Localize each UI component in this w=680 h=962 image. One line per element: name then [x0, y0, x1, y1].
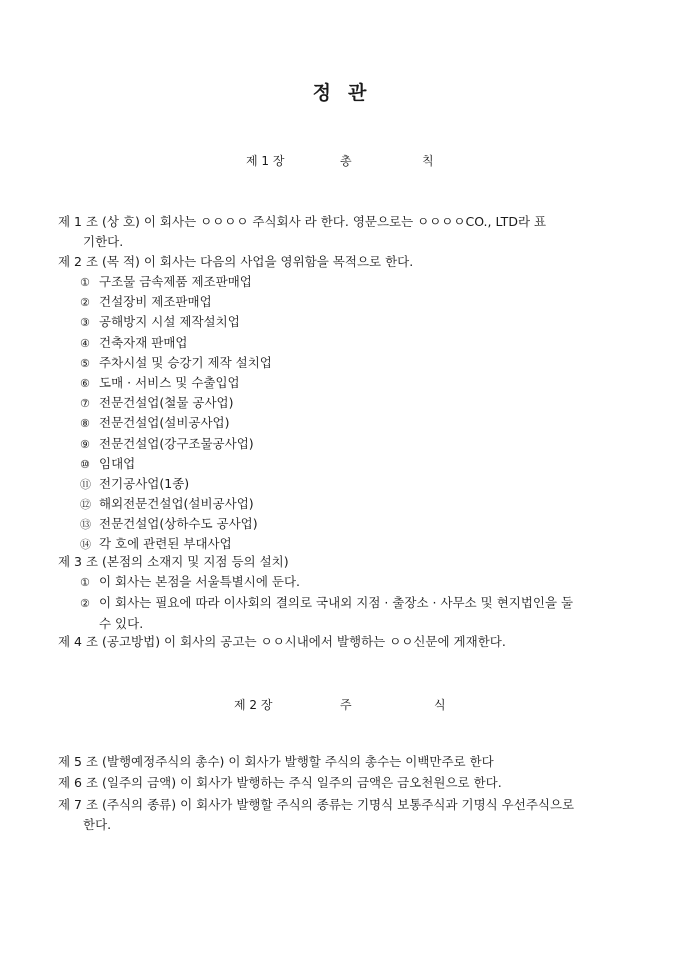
item-text: 전기공사업(1종) — [99, 475, 190, 491]
chapter-1-heading — [0, 152, 680, 170]
item-number: ⑤ — [80, 356, 90, 370]
list-item — [80, 413, 620, 433]
article-4 — [58, 632, 618, 652]
item-text: 전문건설업(철물 공사업) — [99, 395, 234, 411]
paragraph-text: 이 회사는 필요에 따라 이사회의 결의로 국내외 지점 · 출장소 · 사무소 및 현지법인을 둘 — [99, 595, 574, 610]
article-2 — [58, 252, 618, 272]
item-number: ⑭ — [80, 538, 91, 552]
item-number: ⑪ — [80, 477, 91, 491]
item-number: ⑧ — [80, 417, 90, 431]
item-number: ① — [80, 276, 90, 289]
article-7-line-1: 제 7 조 (주식의 종류) 이 회사가 발행할 주식의 종류는 기명식 보통주식과 기명식 우선주식으로 — [58, 797, 575, 812]
item-number: ⑬ — [80, 518, 91, 532]
item-number: ⑨ — [80, 437, 90, 451]
article-4-line-1: 제 4 조 (공고방법) 이 회사의 공고는 ㅇㅇ시내에서 발행하는 ㅇㅇ신문에 게재한다. — [58, 634, 506, 649]
list-item — [80, 292, 620, 312]
item-number: ⑩ — [80, 457, 90, 471]
article-1 — [58, 212, 618, 252]
article-5 — [58, 752, 618, 772]
item-text: 전문건설업(상하수도 공사업) — [99, 516, 258, 532]
item-text: 주차시설 및 승강기 제작 설치업 — [99, 354, 272, 370]
chapter-2-heading — [0, 696, 680, 714]
chapter-1-word-a: 총 — [340, 154, 352, 168]
chapter-1-prefix: 제 1 장 — [246, 154, 285, 168]
article-3-paragraphs — [80, 572, 620, 634]
title-char-2: 관 — [348, 82, 368, 104]
list-item — [80, 393, 620, 413]
document-title — [0, 78, 680, 105]
item-text: 해외전문건설업(설비공사업) — [99, 496, 254, 512]
item-text: 공해방지 시설 제작설치업 — [99, 314, 240, 330]
item-text: 건설장비 제조판매업 — [99, 294, 212, 310]
item-number: ⑫ — [80, 498, 91, 512]
article-7 — [58, 795, 618, 835]
paragraph-2 — [80, 593, 620, 614]
chapter-2-word-b: 식 — [434, 698, 446, 712]
item-text: 전문건설업(설비공사업) — [99, 415, 230, 431]
list-item — [80, 373, 620, 393]
article-2-line-1: 제 2 조 (목 적) 이 회사는 다음의 사업을 영위함을 목적으로 한다. — [58, 254, 414, 269]
paragraph-text: 이 회사는 본점을 서울특별시에 둔다. — [99, 574, 300, 589]
paragraph-1 — [80, 572, 620, 593]
article-1-line-1: 제 1 조 (상 호) 이 회사는 ㅇㅇㅇㅇ 주식회사 라 한다. 영문으로는 ㅇㅇㅇㅇCO., LTD라 표 — [58, 214, 547, 229]
article-2-item-list — [80, 272, 620, 555]
list-item — [80, 272, 620, 292]
chapter-2-word-a: 주 — [340, 698, 352, 712]
item-number: ③ — [80, 316, 90, 330]
chapter-1-word-b: 칙 — [422, 154, 434, 168]
article-5-line-1: 제 5 조 (발행예정주식의 총수) 이 회사가 발행할 주식의 총수는 이백만주로 한다 — [58, 754, 494, 769]
list-item — [80, 454, 620, 474]
item-text: 도매 · 서비스 및 수출입업 — [99, 374, 240, 390]
item-text: 건축자재 판매업 — [99, 334, 188, 350]
article-6-line-1: 제 6 조 (일주의 금액) 이 회사가 발행하는 주식 일주의 금액은 금오천원으로 한다. — [58, 775, 502, 790]
article-7-line-2: 한다. — [83, 817, 112, 832]
item-text: 전문건설업(강구조물공사업) — [99, 435, 254, 451]
item-number: ⑥ — [80, 376, 90, 390]
list-item — [80, 514, 620, 534]
title-char-1: 정 — [312, 82, 332, 104]
list-item — [80, 353, 620, 373]
item-text: 구조물 금속제품 제조판매업 — [99, 274, 252, 289]
item-number: ④ — [80, 336, 90, 350]
list-item — [80, 312, 620, 332]
item-text: 각 호에 관련된 부대사업 — [99, 536, 232, 552]
list-item — [80, 434, 620, 454]
paragraph-2-continuation: 수 있다. — [99, 616, 144, 631]
item-text: 임대업 — [99, 455, 136, 471]
article-3-line-1: 제 3 조 (본점의 소재지 및 지점 등의 설치) — [58, 554, 289, 569]
list-item — [80, 474, 620, 494]
item-number: ② — [80, 296, 90, 310]
article-6 — [58, 773, 618, 793]
item-number: ⑦ — [80, 397, 90, 411]
chapter-2-prefix: 제 2 장 — [234, 698, 273, 712]
article-3 — [58, 552, 618, 572]
paragraph-number: ① — [80, 576, 90, 589]
article-1-line-2: 기한다. — [83, 234, 124, 249]
paragraph-number: ② — [80, 597, 90, 610]
list-item — [80, 333, 620, 353]
list-item — [80, 494, 620, 514]
